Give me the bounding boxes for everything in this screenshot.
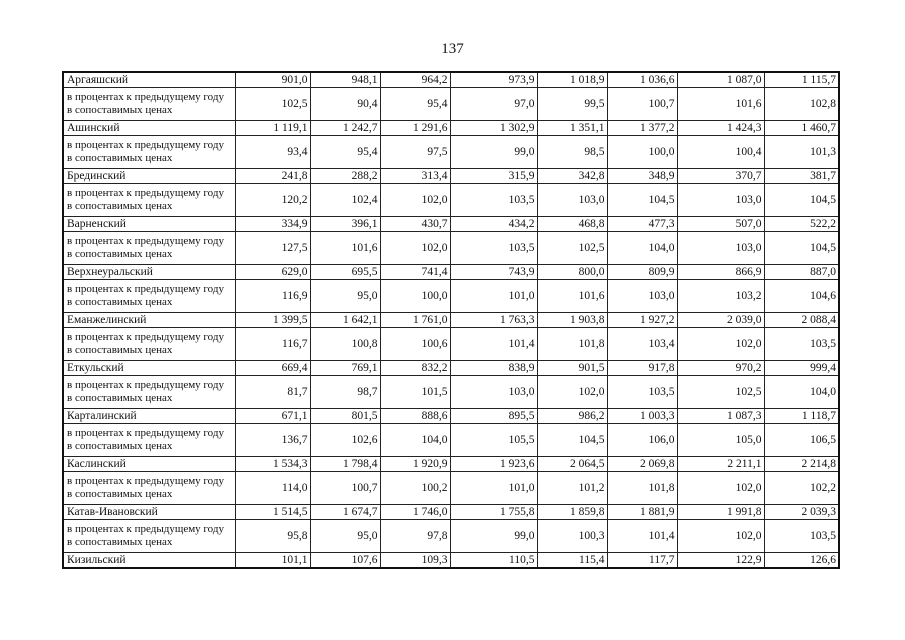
- percent-cell: 104,6: [764, 280, 839, 313]
- percent-cell: 99,5: [537, 88, 607, 121]
- percent-cell: 95,0: [310, 520, 380, 553]
- percent-cell: 102,8: [764, 88, 839, 121]
- district-name: Каслинский: [63, 457, 235, 472]
- percent-cell: 101,4: [450, 328, 537, 361]
- value-cell: 126,6: [764, 553, 839, 569]
- district-row: [63, 553, 839, 569]
- value-cell: 1 881,9: [607, 505, 677, 520]
- percent-row-label: в процентах к предыдущему году в сопоставимых ценах: [63, 520, 235, 553]
- percent-cell: 102,5: [537, 232, 607, 265]
- value-cell: 901,5: [537, 361, 607, 376]
- value-cell: 629,0: [235, 265, 310, 280]
- percent-cell: 101,6: [677, 88, 764, 121]
- percent-cell: 103,0: [537, 184, 607, 217]
- district-row: [63, 121, 839, 136]
- percent-row-label: в процентах к предыдущему году в сопоставимых ценах: [63, 184, 235, 217]
- percent-cell: 105,5: [450, 424, 537, 457]
- district-row: [63, 265, 839, 280]
- district-name: Еманжелинский: [63, 313, 235, 328]
- value-cell: 917,8: [607, 361, 677, 376]
- value-cell: 477,3: [607, 217, 677, 232]
- district-name: Кизильский: [63, 553, 235, 569]
- percent-cell: 103,4: [607, 328, 677, 361]
- value-cell: 1 399,5: [235, 313, 310, 328]
- percent-cell: 100,7: [310, 472, 380, 505]
- district-row: [63, 361, 839, 376]
- percent-cell: 95,8: [235, 520, 310, 553]
- value-cell: 241,8: [235, 169, 310, 184]
- percent-cell: 99,0: [450, 136, 537, 169]
- value-cell: 741,4: [380, 265, 450, 280]
- percent-cell: 104,5: [764, 232, 839, 265]
- percent-cell: 102,0: [537, 376, 607, 409]
- value-cell: 109,3: [380, 553, 450, 569]
- value-cell: 800,0: [537, 265, 607, 280]
- table-body: [63, 72, 839, 568]
- percent-cell: 102,6: [310, 424, 380, 457]
- percent-cell: 116,9: [235, 280, 310, 313]
- value-cell: 809,9: [607, 265, 677, 280]
- percent-cell: 102,0: [677, 328, 764, 361]
- value-cell: 1 118,7: [764, 409, 839, 424]
- percent-cell: 102,5: [235, 88, 310, 121]
- value-cell: 434,2: [450, 217, 537, 232]
- percent-row-label: в процентах к предыдущему году в сопоставимых ценах: [63, 88, 235, 121]
- value-cell: 2 214,8: [764, 457, 839, 472]
- value-cell: 2 064,5: [537, 457, 607, 472]
- percent-row: [63, 232, 839, 265]
- value-cell: 1 761,0: [380, 313, 450, 328]
- value-cell: 695,5: [310, 265, 380, 280]
- percent-row: [63, 376, 839, 409]
- percent-cell: 95,0: [310, 280, 380, 313]
- value-cell: 1 291,6: [380, 121, 450, 136]
- value-cell: 1 674,7: [310, 505, 380, 520]
- percent-cell: 101,8: [537, 328, 607, 361]
- percent-row-label: в процентах к предыдущему году в сопоставимых ценах: [63, 232, 235, 265]
- value-cell: 671,1: [235, 409, 310, 424]
- value-cell: 313,4: [380, 169, 450, 184]
- value-cell: 1 351,1: [537, 121, 607, 136]
- percent-cell: 100,3: [537, 520, 607, 553]
- percent-row: [63, 88, 839, 121]
- value-cell: 370,7: [677, 169, 764, 184]
- value-cell: 396,1: [310, 217, 380, 232]
- value-cell: 1 119,1: [235, 121, 310, 136]
- value-cell: 110,5: [450, 553, 537, 569]
- value-cell: 743,9: [450, 265, 537, 280]
- percent-cell: 103,0: [607, 280, 677, 313]
- percent-cell: 104,0: [380, 424, 450, 457]
- percent-cell: 104,5: [764, 184, 839, 217]
- value-cell: 115,4: [537, 553, 607, 569]
- percent-row-label: в процентах к предыдущему году в сопоставимых ценах: [63, 280, 235, 313]
- percent-cell: 90,4: [310, 88, 380, 121]
- percent-cell: 100,0: [607, 136, 677, 169]
- value-cell: 468,8: [537, 217, 607, 232]
- percent-cell: 101,0: [450, 472, 537, 505]
- value-cell: 970,2: [677, 361, 764, 376]
- value-cell: 1 424,3: [677, 121, 764, 136]
- district-name: Еткульский: [63, 361, 235, 376]
- percent-cell: 100,2: [380, 472, 450, 505]
- percent-row-label: в процентах к предыдущему году в сопоставимых ценах: [63, 328, 235, 361]
- value-cell: 832,2: [380, 361, 450, 376]
- value-cell: 1 003,3: [607, 409, 677, 424]
- percent-cell: 95,4: [310, 136, 380, 169]
- district-name: Ашинский: [63, 121, 235, 136]
- percent-cell: 81,7: [235, 376, 310, 409]
- value-cell: 1 087,3: [677, 409, 764, 424]
- percent-row-label: в процентах к предыдущему году в сопоставимых ценах: [63, 136, 235, 169]
- percent-cell: 120,2: [235, 184, 310, 217]
- value-cell: 1 242,7: [310, 121, 380, 136]
- percent-cell: 100,6: [380, 328, 450, 361]
- value-cell: 2 039,0: [677, 313, 764, 328]
- district-row: [63, 72, 839, 88]
- percent-cell: 101,3: [764, 136, 839, 169]
- percent-cell: 93,4: [235, 136, 310, 169]
- district-row: [63, 313, 839, 328]
- percent-cell: 102,0: [677, 520, 764, 553]
- percent-cell: 103,2: [677, 280, 764, 313]
- value-cell: 973,9: [450, 72, 537, 88]
- percent-cell: 101,6: [537, 280, 607, 313]
- percent-cell: 101,5: [380, 376, 450, 409]
- value-cell: 107,6: [310, 553, 380, 569]
- percent-cell: 102,2: [764, 472, 839, 505]
- page-number: 137: [441, 41, 464, 57]
- district-name: Брединский: [63, 169, 235, 184]
- value-cell: 999,4: [764, 361, 839, 376]
- percent-cell: 106,5: [764, 424, 839, 457]
- value-cell: 122,9: [677, 553, 764, 569]
- value-cell: 1 302,9: [450, 121, 537, 136]
- percent-cell: 127,5: [235, 232, 310, 265]
- value-cell: 288,2: [310, 169, 380, 184]
- value-cell: 901,0: [235, 72, 310, 88]
- value-cell: 801,5: [310, 409, 380, 424]
- percent-cell: 136,7: [235, 424, 310, 457]
- value-cell: 2 039,3: [764, 505, 839, 520]
- district-row: [63, 457, 839, 472]
- district-row: [63, 169, 839, 184]
- value-cell: 866,9: [677, 265, 764, 280]
- value-cell: 381,7: [764, 169, 839, 184]
- percent-row: [63, 520, 839, 553]
- percent-cell: 105,0: [677, 424, 764, 457]
- percent-cell: 97,5: [380, 136, 450, 169]
- percent-cell: 103,5: [764, 328, 839, 361]
- district-name: Карталинский: [63, 409, 235, 424]
- percent-cell: 95,4: [380, 88, 450, 121]
- percent-cell: 101,0: [450, 280, 537, 313]
- percent-cell: 104,5: [607, 184, 677, 217]
- value-cell: 669,4: [235, 361, 310, 376]
- value-cell: 1 018,9: [537, 72, 607, 88]
- value-cell: 2 211,1: [677, 457, 764, 472]
- percent-cell: 100,0: [380, 280, 450, 313]
- value-cell: 1 755,8: [450, 505, 537, 520]
- value-cell: 1 920,9: [380, 457, 450, 472]
- district-row: [63, 505, 839, 520]
- value-cell: 334,9: [235, 217, 310, 232]
- percent-cell: 116,7: [235, 328, 310, 361]
- value-cell: 1 377,2: [607, 121, 677, 136]
- percent-cell: 106,0: [607, 424, 677, 457]
- value-cell: 2 069,8: [607, 457, 677, 472]
- value-cell: 1 903,8: [537, 313, 607, 328]
- district-name: Аргаяшский: [63, 72, 235, 88]
- value-cell: 769,1: [310, 361, 380, 376]
- percent-row-label: в процентах к предыдущему году в сопоставимых ценах: [63, 472, 235, 505]
- value-cell: 986,2: [537, 409, 607, 424]
- value-cell: 101,1: [235, 553, 310, 569]
- percent-cell: 102,0: [380, 184, 450, 217]
- value-cell: 888,6: [380, 409, 450, 424]
- percent-cell: 100,8: [310, 328, 380, 361]
- percent-cell: 101,8: [607, 472, 677, 505]
- percent-cell: 103,0: [677, 232, 764, 265]
- percent-cell: 104,0: [764, 376, 839, 409]
- percent-cell: 97,0: [450, 88, 537, 121]
- percent-row: [63, 136, 839, 169]
- district-name: Верхнеуральский: [63, 265, 235, 280]
- percent-row-label: в процентах к предыдущему году в сопоставимых ценах: [63, 376, 235, 409]
- value-cell: 1 859,8: [537, 505, 607, 520]
- value-cell: 1 746,0: [380, 505, 450, 520]
- value-cell: 348,9: [607, 169, 677, 184]
- value-cell: 948,1: [310, 72, 380, 88]
- percent-cell: 103,0: [677, 184, 764, 217]
- value-cell: 1 927,2: [607, 313, 677, 328]
- value-cell: 1 115,7: [764, 72, 839, 88]
- district-row: [63, 217, 839, 232]
- value-cell: 1 763,3: [450, 313, 537, 328]
- value-cell: 964,2: [380, 72, 450, 88]
- district-row: [63, 409, 839, 424]
- value-cell: 1 642,1: [310, 313, 380, 328]
- value-cell: 1 087,0: [677, 72, 764, 88]
- district-data-table: [62, 71, 840, 569]
- percent-cell: 104,0: [607, 232, 677, 265]
- percent-cell: 100,4: [677, 136, 764, 169]
- value-cell: 895,5: [450, 409, 537, 424]
- percent-cell: 101,2: [537, 472, 607, 505]
- percent-cell: 98,7: [310, 376, 380, 409]
- percent-cell: 103,0: [450, 376, 537, 409]
- percent-row-label: в процентах к предыдущему году в сопоставимых ценах: [63, 424, 235, 457]
- percent-cell: 101,6: [310, 232, 380, 265]
- percent-cell: 114,0: [235, 472, 310, 505]
- value-cell: 1 991,8: [677, 505, 764, 520]
- value-cell: 342,8: [537, 169, 607, 184]
- value-cell: 1 923,6: [450, 457, 537, 472]
- percent-cell: 103,5: [450, 232, 537, 265]
- value-cell: 838,9: [450, 361, 537, 376]
- value-cell: 1 798,4: [310, 457, 380, 472]
- value-cell: 507,0: [677, 217, 764, 232]
- value-cell: 117,7: [607, 553, 677, 569]
- percent-row: [63, 328, 839, 361]
- value-cell: 1 534,3: [235, 457, 310, 472]
- percent-cell: 102,0: [380, 232, 450, 265]
- value-cell: 2 088,4: [764, 313, 839, 328]
- percent-cell: 103,5: [764, 520, 839, 553]
- value-cell: 522,2: [764, 217, 839, 232]
- percent-cell: 102,5: [677, 376, 764, 409]
- percent-cell: 97,8: [380, 520, 450, 553]
- percent-cell: 103,5: [450, 184, 537, 217]
- percent-row: [63, 424, 839, 457]
- percent-cell: 101,4: [607, 520, 677, 553]
- percent-cell: 98,5: [537, 136, 607, 169]
- percent-row: [63, 472, 839, 505]
- value-cell: 430,7: [380, 217, 450, 232]
- percent-row: [63, 280, 839, 313]
- district-name: Варненский: [63, 217, 235, 232]
- value-cell: 1 460,7: [764, 121, 839, 136]
- percent-cell: 100,7: [607, 88, 677, 121]
- percent-cell: 102,0: [677, 472, 764, 505]
- value-cell: 315,9: [450, 169, 537, 184]
- percent-cell: 103,5: [607, 376, 677, 409]
- value-cell: 887,0: [764, 265, 839, 280]
- percent-cell: 99,0: [450, 520, 537, 553]
- percent-cell: 102,4: [310, 184, 380, 217]
- value-cell: 1 514,5: [235, 505, 310, 520]
- value-cell: 1 036,6: [607, 72, 677, 88]
- percent-cell: 104,5: [537, 424, 607, 457]
- district-name: Катав-Ивановский: [63, 505, 235, 520]
- percent-row: [63, 184, 839, 217]
